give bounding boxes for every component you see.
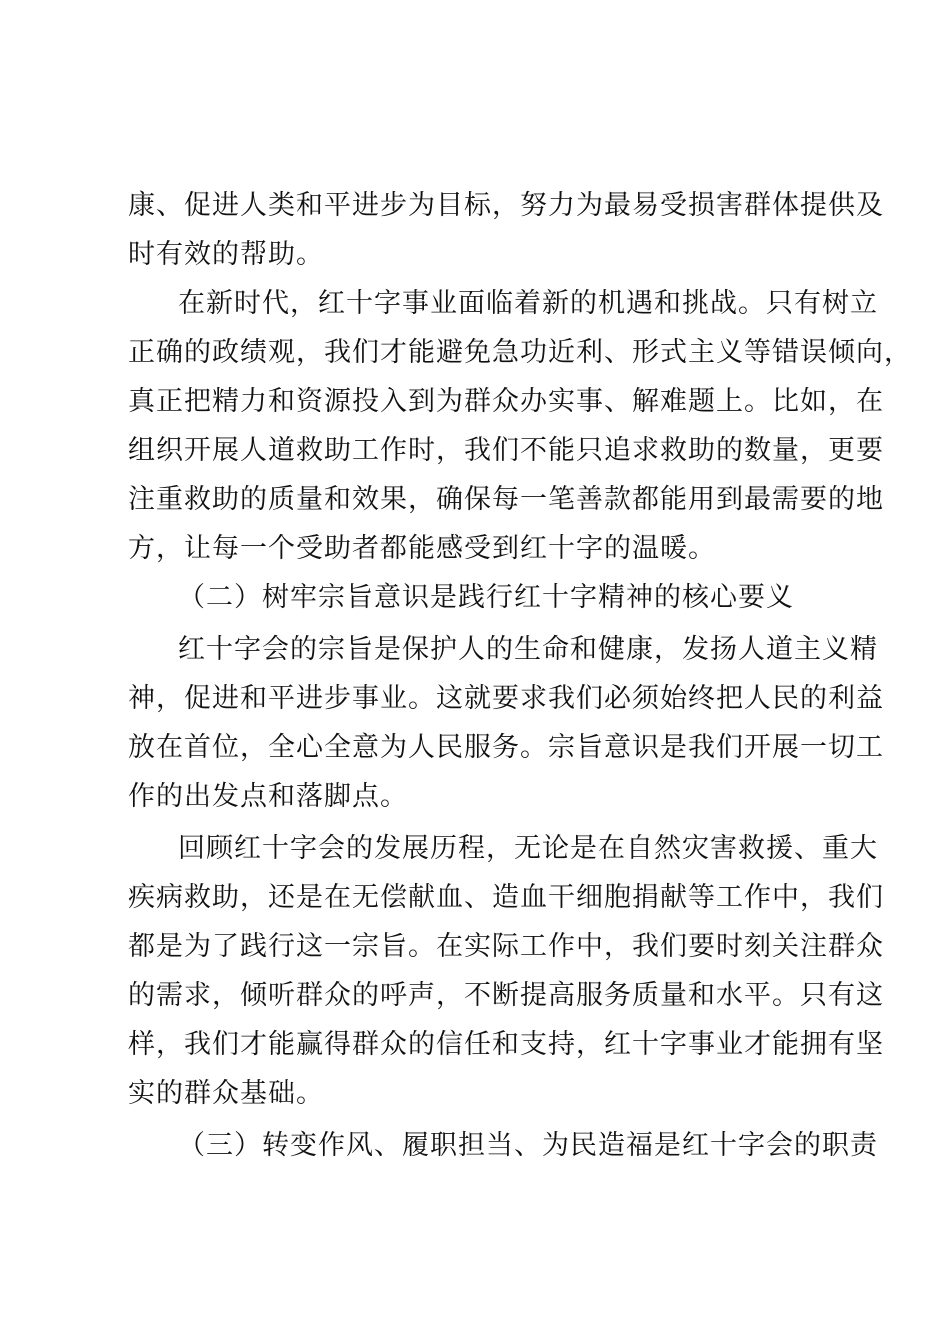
paragraph-continuation-line: 实的群众基础。 [128, 1078, 324, 1109]
paragraph-continuation-line: 疾病救助，还是在无偿献血、造血干细胞捐献等工作中，我们 [128, 882, 884, 913]
paragraph-continuation-line: 的需求，倾听群众的呼声，不断提高服务质量和水平。只有这 [128, 980, 884, 1011]
paragraph-continuation-line: 正确的政绩观，我们才能避免急功近利、形式主义等错误倾向， [128, 337, 912, 368]
paragraph-continuation-line: 组织开展人道救助工作时，我们不能只追求救助的数量，更要 [128, 435, 884, 466]
paragraph-continuation-line: 时有效的帮助。 [128, 239, 324, 270]
paragraph-continuation-line: 注重救助的质量和效果，确保每一笔善款都能用到最需要的地 [128, 484, 884, 515]
paragraph-first-line: 红十字会的宗旨是保护人的生命和健康，发扬人道主义精 [178, 634, 878, 665]
section-heading-2: （二）树牢宗旨意识是践行红十字精神的核心要义 [178, 582, 794, 613]
paragraph-continuation-line: 样，我们才能赢得群众的信任和支持，红十字事业才能拥有坚 [128, 1029, 884, 1060]
paragraph-first-line: 在新时代，红十字事业面临着新的机遇和挑战。只有树立 [178, 288, 878, 319]
paragraph-continuation-line: 康、促进人类和平进步为目标，努力为最易受损害群体提供及 [128, 190, 884, 221]
paragraph-first-line: 回顾红十字会的发展历程，无论是在自然灾害救援、重大 [178, 833, 878, 864]
paragraph-continuation-line: 都是为了践行这一宗旨。在实际工作中，我们要时刻关注群众 [128, 931, 884, 962]
paragraph-continuation-line: 真正把精力和资源投入到为群众办实事、解难题上。比如，在 [128, 386, 884, 417]
paragraph-continuation-line: 神，促进和平进步事业。这就要求我们必须始终把人民的利益 [128, 683, 884, 714]
paragraph-continuation-line: 方，让每一个受助者都能感受到红十字的温暖。 [128, 533, 716, 564]
paragraph-continuation-line: 作的出发点和落脚点。 [128, 781, 408, 812]
paragraph-continuation-line: 放在首位，全心全意为人民服务。宗旨意识是我们开展一切工 [128, 732, 884, 763]
section-heading-3: （三）转变作风、履职担当、为民造福是红十字会的职责 [178, 1130, 878, 1161]
